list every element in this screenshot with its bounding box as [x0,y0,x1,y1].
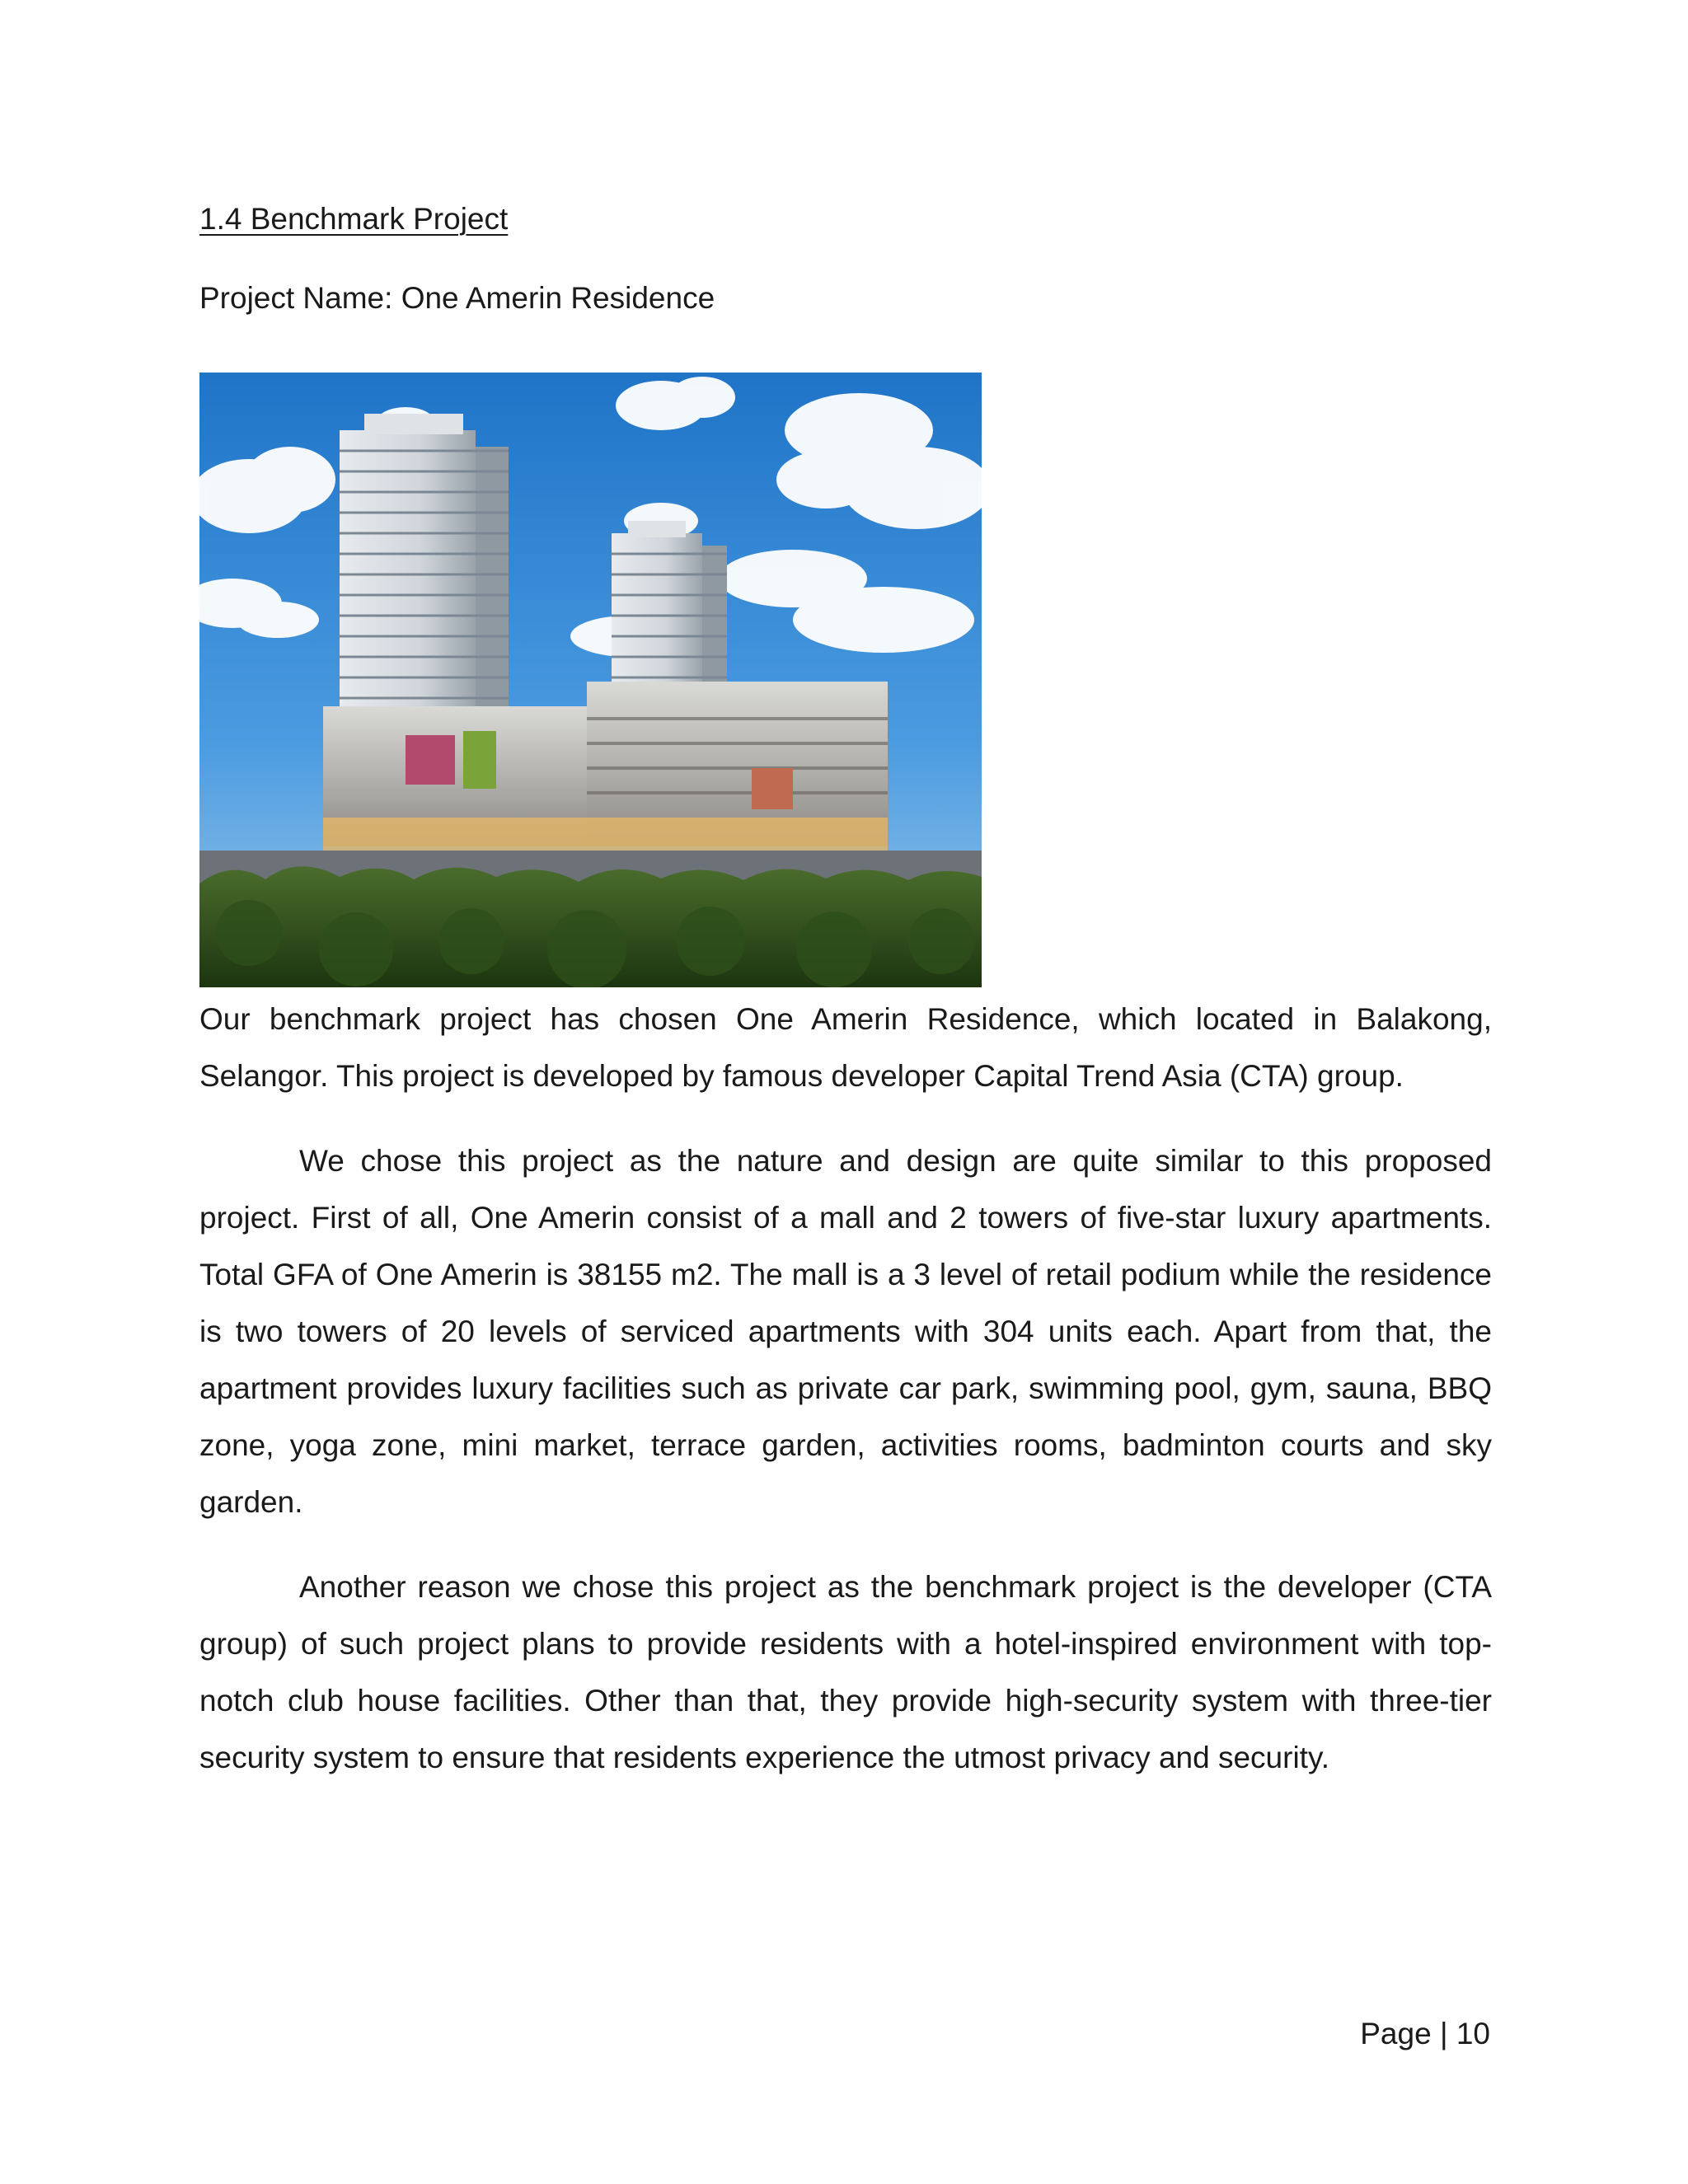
project-name: Project Name: One Amerin Residence [199,281,715,315]
page-number: Page | 10 [1360,2017,1490,2050]
page-content [199,196,1492,1786]
paragraph-reason-1: We chose this project as the nature and design are quite similar to this proposed project. First of all, One Amerin consist of a mall and 2 towers of five-star luxury apartments. Total GFA of One Amerin is 38155 m2. The mall is a 3 level of retail podium while the residence is two towers of 20 levels of serviced apartments with 304 units each. Apart from that, the apartment provides luxury facilities such as private car park, swimming pool, gym, sauna, BBQ zone, yoga zone, mini market, terrace garden, activities rooms, badminton courts and sky garden. [199,1144,1492,1519]
paragraph-reason-2: Another reason we chose this project as the benchmark project is the developer (CTA group) of such project plans to provide residents with a hotel-inspired environment with top-notch club house facilities. Other than that, they provide high-security system with three-tier security system to ensure that residents experience the utmost privacy and security. [199,1570,1492,1774]
paragraph-intro: Our benchmark project has chosen One Amerin Residence, which located in Balakong, Selangor. This project is developed by famous developer Capital Trend Asia (CTA) group. [199,1002,1492,1093]
section-heading: 1.4 Benchmark Project [199,202,509,236]
building-rendering-image [199,373,982,987]
